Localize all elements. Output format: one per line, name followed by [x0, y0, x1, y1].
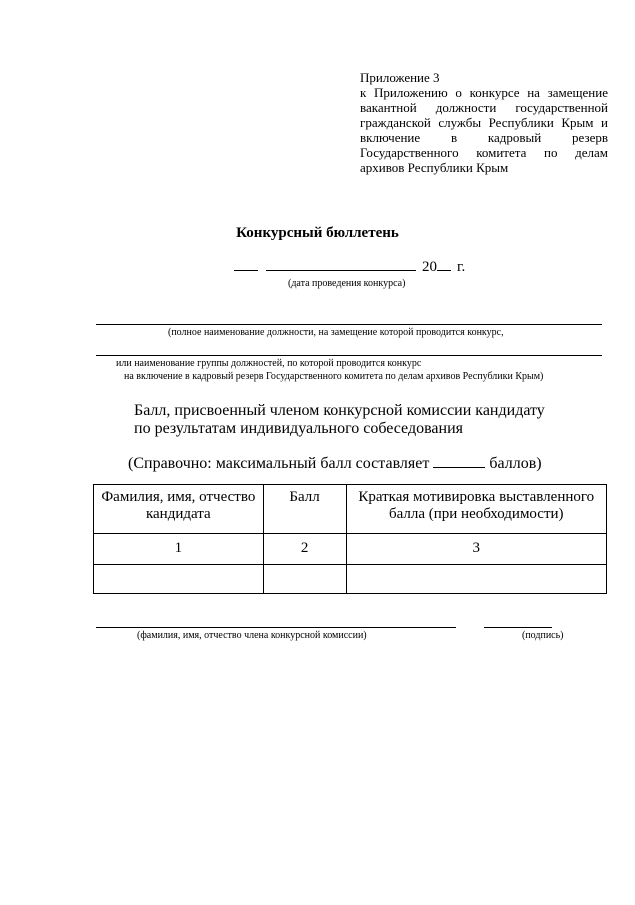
position-caption-3: на включение в кадровый резерв Государственного комитета по делам архивов Республики Крым): [124, 371, 544, 382]
position-name-line: [96, 324, 602, 325]
signature-line: [484, 627, 552, 628]
appendix-line: к Приложению о конкурсе на замещение: [360, 85, 608, 100]
candidate-name-cell: [94, 565, 264, 594]
motivation-cell: [346, 565, 607, 594]
table-number-row: [94, 534, 607, 565]
appendix-line: архивов Республики Крым: [360, 160, 509, 175]
date-year-blank: [437, 258, 451, 271]
signature-caption: (подпись): [522, 630, 564, 641]
document-title: Конкурсный бюллетень: [236, 225, 399, 241]
date-line: [234, 258, 465, 276]
header-motivation: Краткая мотивировка выставленного балла (при необходимости): [346, 485, 607, 534]
position-group-line: [96, 355, 602, 356]
appendix-title: Приложение 3: [360, 70, 440, 85]
date-century: 20: [422, 259, 437, 275]
appendix-line: включение в кадровый резерв: [360, 130, 608, 145]
member-name-line: [96, 627, 456, 628]
header-candidate-name: Фамилия, имя, отчество кандидата: [94, 485, 264, 534]
table-header-row: [94, 485, 607, 534]
appendix-block: [360, 70, 608, 175]
score-cell: [263, 565, 346, 594]
column-number: 3: [346, 534, 607, 565]
score-description-1: Балл, присвоенный членом конкурсной комиссии кандидату: [134, 402, 545, 419]
date-month-blank: [266, 258, 416, 271]
appendix-line: гражданской службы Республики Крым и: [360, 115, 608, 130]
position-caption-2: или наименование группы должностей, по которой проводится конкурс: [116, 358, 422, 369]
column-number: 1: [94, 534, 264, 565]
appendix-line: вакантной должности государственной: [360, 100, 608, 115]
member-name-caption: (фамилия, имя, отчество члена конкурсной комиссии): [137, 630, 367, 641]
reference-line: [128, 453, 542, 473]
max-score-blank: [433, 453, 485, 468]
appendix-line: Государственного комитета по делам: [360, 145, 608, 160]
header-score: Балл: [263, 485, 346, 534]
reference-prefix: (Справочно: максимальный балл составляет: [128, 455, 430, 472]
column-number: 2: [263, 534, 346, 565]
reference-suffix: баллов): [489, 455, 542, 472]
date-day-blank: [234, 258, 258, 271]
score-description-2: по результатам индивидуального собеседования: [134, 420, 464, 437]
score-table: [93, 484, 607, 594]
position-caption-1: (полное наименование должности, на замещение которой проводится конкурс,: [168, 327, 504, 338]
date-caption: (дата проведения конкурса): [288, 278, 406, 289]
table-row: [94, 565, 607, 594]
date-year-suffix: г.: [457, 259, 466, 275]
